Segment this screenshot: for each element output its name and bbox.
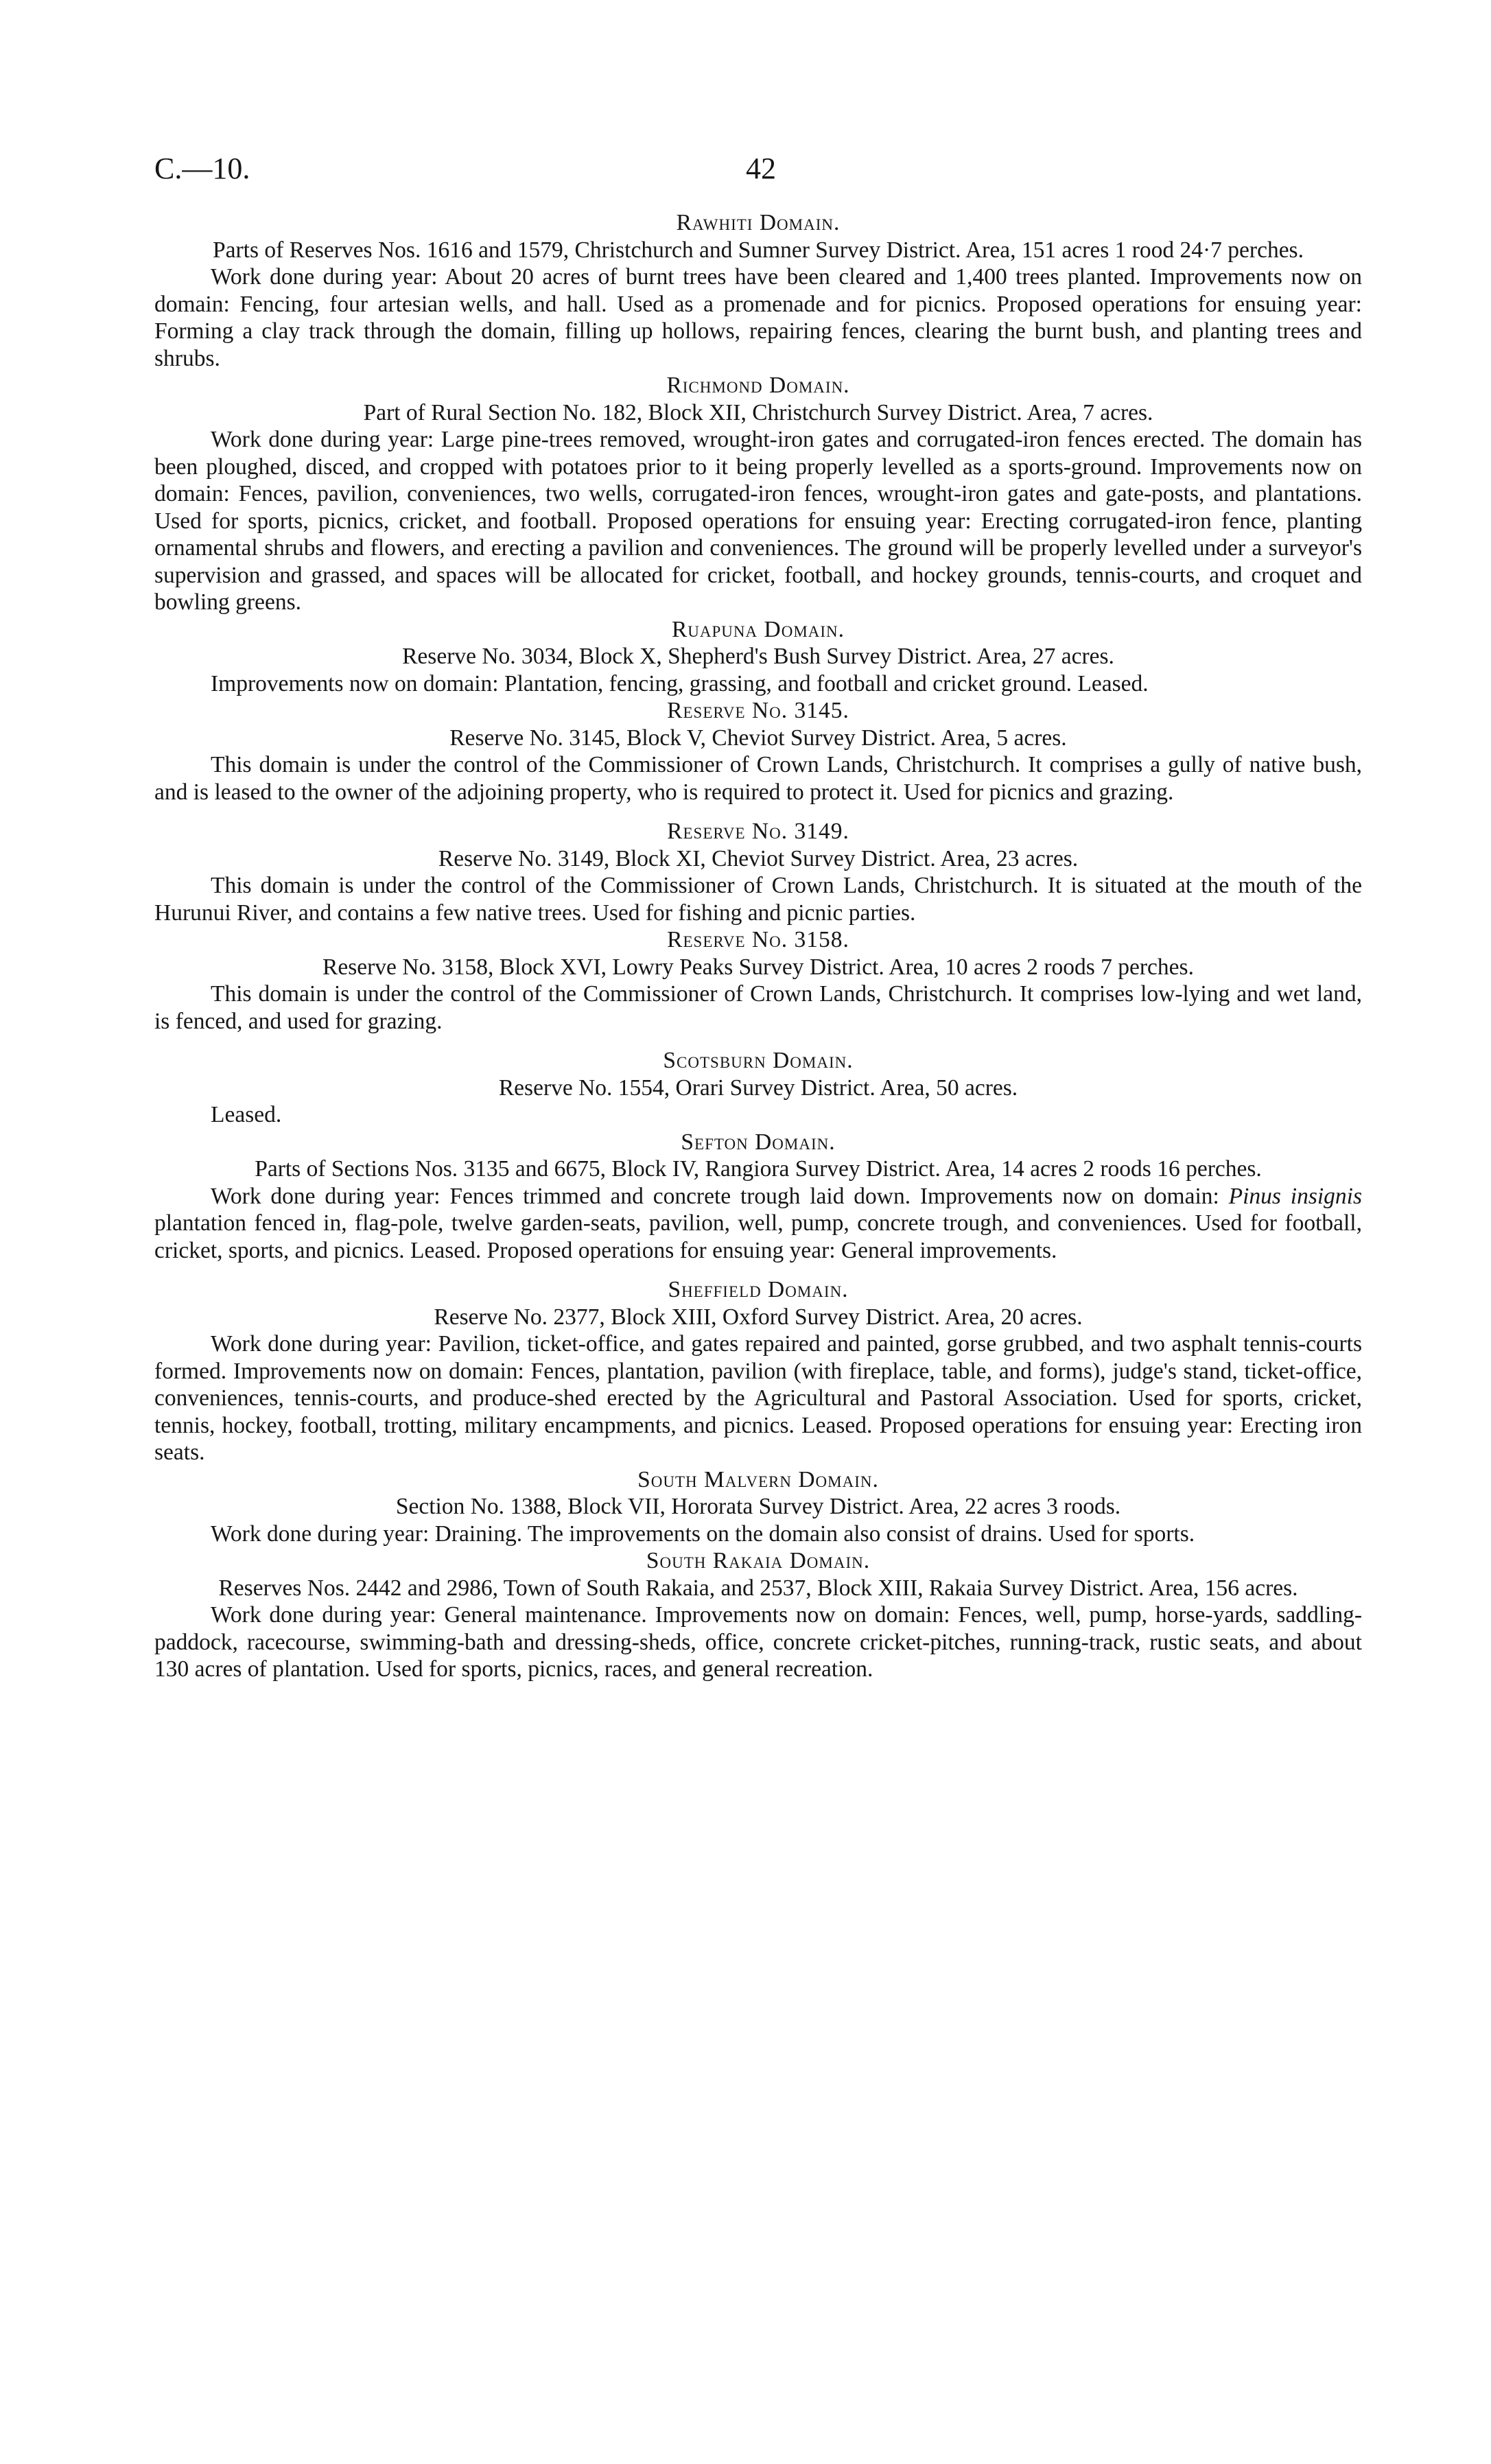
- section-paragraph: Work done during year: Fences trimmed and concrete trough laid down. Improvements now on domain: Pinus insignis plantation fenced in, flag-pole, twelve garden-seats, pavilion, well, pump, concrete trough, and conveniences. Used for football, cricket, sports, and picnics. Leased. Proposed operations for ensuing year: General improvements.: [154, 1183, 1363, 1263]
- section-title: Reserve No. 3149.: [667, 819, 849, 844]
- section-title: Sheffield Domain.: [668, 1277, 849, 1302]
- section-paragraph: Work done during year: Large pine-trees removed, wrought-iron gates and corrugated-iron fences erected. The domain has been ploughed, disced, and cropped with potatoes prior to it being properly levelled as a sports-ground. Improvements now on domain: Fences, pavilion, conveniences, two wells, corrugated-iron fences, wrought-iron gates and gate-posts, and plantations. Used for sports, picnics, cricket, and football. Proposed operations for ensuing year: Erecting corrugated-iron fence, planting ornamental shrubs and flowers, and erecting a pavilion and conveniences. The ground will be properly levelled under a surveyor's supervision and grassed, and spaces will be allocated for cricket, football, and hockey grounds, tennis-courts, and croquet and bowling greens.: [154, 427, 1362, 615]
- section-paragraph: Leased.: [211, 1102, 282, 1127]
- section-description: Reserve No. 3158, Block XVI, Lowry Peaks Survey District. Area, 10 acres 2 roods 7 perches.: [322, 954, 1194, 980]
- section-description: Reserve No. 1554, Orari Survey District. Area, 50 acres.: [498, 1075, 1018, 1101]
- section-title: Scotsburn Domain.: [663, 1048, 854, 1073]
- section-title: Ruapuna Domain.: [671, 616, 845, 642]
- section-title: South Malvern Domain.: [637, 1466, 879, 1492]
- section-paragraph: Work done during year: Draining. The improvements on the domain also consist of drains. Used for sports.: [211, 1521, 1195, 1547]
- section-paragraph: This domain is under the control of the Commissioner of Crown Lands, Christchurch. It is situated at the mouth of the Hurunui River, and contains a few native trees. Used for fishing and picnic parties.: [154, 873, 1362, 926]
- section-ruapuna-domain: [154, 616, 1362, 698]
- section-sefton-domain: [154, 1129, 1362, 1265]
- section-reserve-3149: [154, 818, 1362, 926]
- section-description: Reserves Nos. 2442 and 2986, Town of South Rakaia, and 2537, Block XIII, Rakaia Survey District. Area, 156 acres.: [218, 1575, 1298, 1601]
- section-description: Parts of Reserves Nos. 1616 and 1579, Christchurch and Sumner Survey District. Area, 151 acres 1 rood 24·7 perches.: [213, 237, 1304, 263]
- section-description: Reserve No. 3034, Block X, Shepherd's Bush Survey District. Area, 27 acres.: [402, 644, 1114, 669]
- section-title: Reserve No. 3145.: [667, 698, 849, 723]
- section-paragraph: Work done during year: Pavilion, ticket-office, and gates repaired and painted, gorse grubbed, and two asphalt tennis-courts formed. Improvements now on domain: Fences, plantation, pavilion (with fireplace, table, and forms), judge's stand, ticket-office, conveniences, tennis-courts, and produce-shed erected by the Agricultural and Pastoral Association. Used for sports, cricket, tennis, hockey, football, trotting, military encampments, and picnics. Leased. Proposed operations for ensuing year: Erecting iron seats.: [154, 1331, 1362, 1465]
- page-header: [154, 144, 1362, 192]
- section-description: Part of Rural Section No. 182, Block XII, Christchurch Survey District. Area, 7 acres.: [363, 399, 1153, 425]
- section-richmond-domain: [154, 372, 1362, 616]
- section-title: Sefton Domain.: [681, 1129, 836, 1155]
- section-sheffield-domain: [154, 1276, 1362, 1466]
- section-title: Rawhiti Domain.: [676, 210, 841, 235]
- section-description: Parts of Sections Nos. 3135 and 6675, Block IV, Rangiora Survey District. Area, 14 acres 2 roods 16 perches.: [255, 1156, 1262, 1182]
- section-title: South Rakaia Domain.: [646, 1548, 871, 1573]
- section-paragraph: This domain is under the control of the Commissioner of Crown Lands, Christchurch. It comprises a gully of native bush, and is leased to the owner of the adjoining property, who is required to protect it. Used for picnics and grazing.: [154, 752, 1362, 805]
- section-reserve-3158: [154, 926, 1362, 1035]
- section-paragraph: Improvements now on domain: Plantation, fencing, grassing, and football and cricket ground. Leased.: [211, 670, 1149, 696]
- section-paragraph: This domain is under the control of the Commissioner of Crown Lands, Christchurch. It comprises low-lying and wet land, is fenced, and used for grazing.: [154, 981, 1362, 1034]
- section-reserve-3145: [154, 697, 1362, 806]
- section-paragraph: Work done during year: General maintenance. Improvements now on domain: Fences, well, pump, horse-yards, saddling-paddock, racecourse, swimming-bath and dressing-sheds, office, concrete cricket-pitches, running-track, rustic seats, and about 130 acres of plantation. Used for sports, picnics, races, and general recreation.: [154, 1602, 1362, 1682]
- section-description: Reserve No. 3149, Block XI, Cheviot Survey District. Area, 23 acres.: [438, 845, 1079, 871]
- page-number: 42: [746, 152, 776, 185]
- section-south-malvern-domain: [154, 1466, 1362, 1548]
- section-title: Reserve No. 3158.: [667, 927, 849, 952]
- section-title: Richmond Domain.: [666, 373, 850, 398]
- document-body: [154, 209, 1362, 1683]
- species-name: Pinus insignis: [1228, 1183, 1363, 1209]
- section-description: Reserve No. 2377, Block XIII, Oxford Survey District. Area, 20 acres.: [434, 1304, 1083, 1330]
- section-south-rakaia-domain: [154, 1547, 1362, 1683]
- section-scotsburn-domain: [154, 1047, 1362, 1129]
- section-paragraph: Work done during year: About 20 acres of burnt trees have been cleared and 1,400 trees planted. Improvements now on domain: Fencing, four artesian wells, and hall. Used as a promenade and for picnics. Proposed operations for ensuing year: Forming a clay track through the domain, filling up hollows, repairing fences, clearing the burnt bush, and planting trees and shrubs.: [154, 264, 1362, 371]
- section-description: Section No. 1388, Block VII, Hororata Survey District. Area, 22 acres 3 roods.: [395, 1494, 1121, 1519]
- document-reference: C.—10.: [154, 152, 250, 185]
- section-description: Reserve No. 3145, Block V, Cheviot Survey District. Area, 5 acres.: [449, 725, 1067, 751]
- section-rawhiti-domain: [154, 209, 1362, 372]
